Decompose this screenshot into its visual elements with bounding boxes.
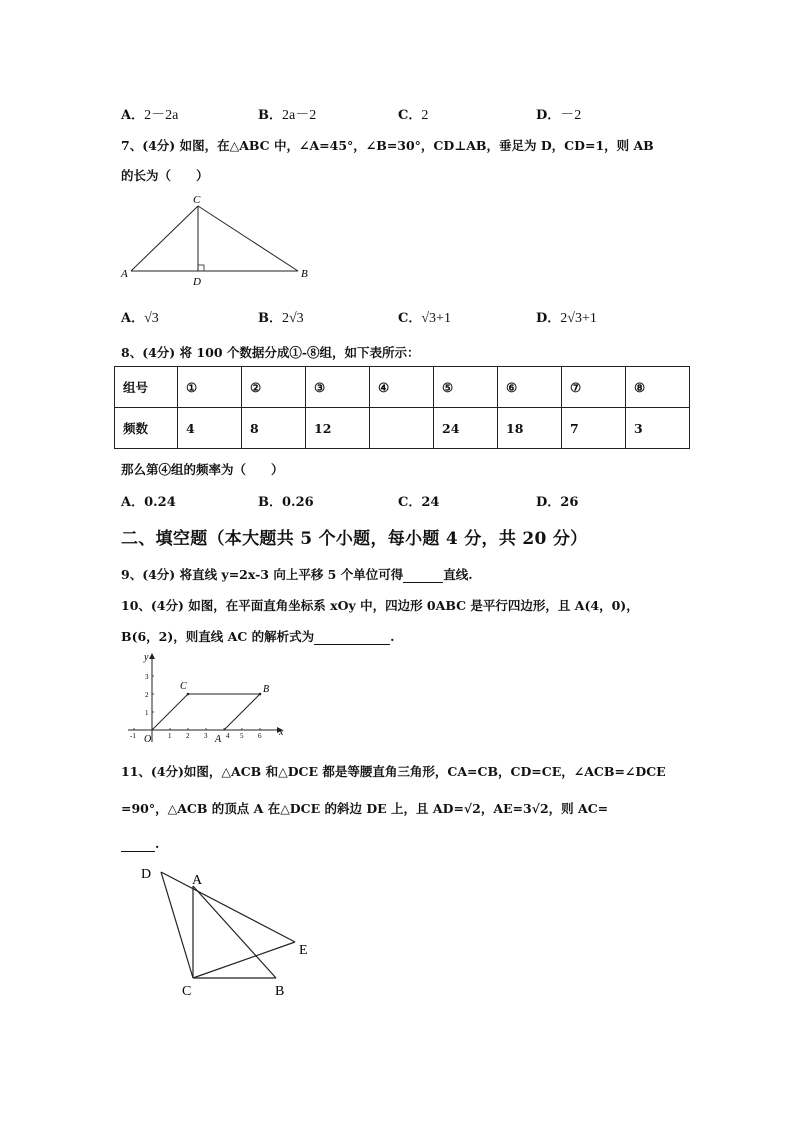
table-cell: 12: [306, 408, 370, 449]
side-oc: [152, 694, 188, 730]
table-cell: 组号: [115, 367, 178, 408]
table-cell: 3: [626, 408, 690, 449]
label-e: E: [299, 943, 308, 958]
x-tick-label: 4: [226, 732, 230, 740]
q10-text-line1: 10、(4分) 如图，在平面直角坐标系 xOy 中，四边形 0ABC 是平行四边形，且 A(4，0)，: [121, 598, 639, 613]
side-ac: [131, 206, 198, 271]
table-cell: ③: [306, 367, 370, 408]
label-y: y: [144, 652, 149, 663]
table-cell: ⑧: [626, 367, 690, 408]
table-cell: 4: [178, 408, 242, 449]
q9-text: 9、(4分) 将直线 y=2x-3 向上平移 5 个单位可得 直线.: [121, 567, 473, 582]
label-d: D: [141, 867, 152, 882]
point-c: [187, 693, 190, 696]
table-cell: 24: [434, 408, 498, 449]
side-ba: [224, 694, 260, 730]
x-tick-label: 6: [258, 732, 262, 740]
y-tick-label: 3: [145, 673, 149, 681]
q8-option-d[interactable]: D．26: [536, 495, 579, 510]
q10-text-line2: B(6，2)，则直线 AC 的解析式为 .: [121, 629, 395, 644]
table-row: [115, 408, 690, 449]
q7-triangle-figure: [118, 192, 318, 292]
label-a: A: [215, 734, 222, 745]
label-b: B: [263, 684, 270, 695]
side-de: [161, 872, 295, 942]
q6-option-c[interactable]: C．2: [398, 108, 429, 123]
label-o: O: [144, 734, 152, 745]
label-d: D: [193, 276, 201, 288]
side-ab: [193, 886, 276, 978]
q8-option-a[interactable]: A．0.24: [121, 495, 176, 510]
q8-text: 8、(4分) 将 100 个数据分成①-⑧组，如下表所示：: [121, 345, 420, 360]
q6-option-a[interactable]: A．2－2a: [121, 108, 179, 123]
q8-option-c[interactable]: C．24: [398, 495, 440, 510]
table-cell: ⑥: [498, 367, 562, 408]
table-header-row: [115, 367, 690, 408]
y-tick-label: 2: [145, 691, 149, 699]
x-tick-label: -1: [130, 732, 136, 740]
label-x: x: [279, 727, 284, 738]
x-tick-label: 1: [168, 732, 172, 740]
q7-option-a[interactable]: A．√3: [121, 311, 159, 326]
x-tick-label: 3: [204, 732, 208, 740]
frequency-table: [114, 366, 690, 449]
q8-option-b[interactable]: B．0.26: [258, 495, 314, 510]
table-cell: ②: [242, 367, 306, 408]
table-cell: ④: [370, 367, 434, 408]
q11-text-line3: .: [121, 836, 159, 852]
q7-option-b[interactable]: B．2√3: [258, 311, 304, 326]
label-a: A: [121, 268, 128, 280]
table-cell: [370, 408, 434, 449]
q6-option-d[interactable]: D．－2: [536, 108, 582, 123]
table-cell: ①: [178, 367, 242, 408]
side-ce: [193, 942, 295, 978]
label-b: B: [301, 268, 308, 280]
q11-text-line2: =90°，△ACB 的顶点 A 在△DCE 的斜边 DE 上，且 AD=√2，AE=3√2，则 AC=: [121, 801, 609, 816]
q10-answer-blank[interactable]: [314, 629, 390, 645]
table-cell: 7: [562, 408, 626, 449]
table-cell: 频数: [115, 408, 178, 449]
table-cell: 18: [498, 408, 562, 449]
side-cb: [198, 206, 298, 271]
q6-option-b[interactable]: B．2a－2: [258, 108, 317, 123]
label-a: A: [192, 873, 203, 888]
x-tick-label: 5: [240, 732, 244, 740]
q10-coordinate-graph: [122, 650, 292, 745]
y-tick-label: 1: [145, 709, 149, 717]
q11-text-line1: 11、(4分)如图，△ACB 和△DCE 都是等腰直角三角形，CA=CB，CD=CE，∠ACB=∠DCE: [121, 764, 666, 779]
q11-triangles-figure: [136, 862, 326, 1000]
x-tick-label: 2: [186, 732, 190, 740]
label-c: C: [193, 194, 201, 206]
q7-option-c[interactable]: C．√3+1: [398, 311, 451, 326]
right-angle-mark: [198, 265, 204, 271]
label-c: C: [182, 984, 192, 999]
table-cell: ⑤: [434, 367, 498, 408]
q7-text-line1: 7、(4分) 如图，在△ABC 中，∠A=45°，∠B=30°，CD⊥AB，垂足为 D，CD=1，则 AB: [121, 138, 654, 153]
label-c: C: [180, 681, 187, 692]
q11-answer-blank[interactable]: [121, 836, 155, 852]
q8-question: 那么第④组的频率为（ ）: [121, 462, 284, 477]
table-cell: ⑦: [562, 367, 626, 408]
q7-text-line2: 的长为（ ）: [121, 168, 209, 183]
point-b: [259, 693, 262, 696]
q9-answer-blank[interactable]: [403, 567, 443, 583]
label-b: B: [275, 984, 285, 999]
q7-option-d[interactable]: D．2√3+1: [536, 311, 597, 326]
table-cell: 8: [242, 408, 306, 449]
side-dc: [161, 872, 193, 978]
section-title: 二、填空题（本大题共 5 个小题，每小题 4 分，共 20 分）: [121, 529, 588, 549]
